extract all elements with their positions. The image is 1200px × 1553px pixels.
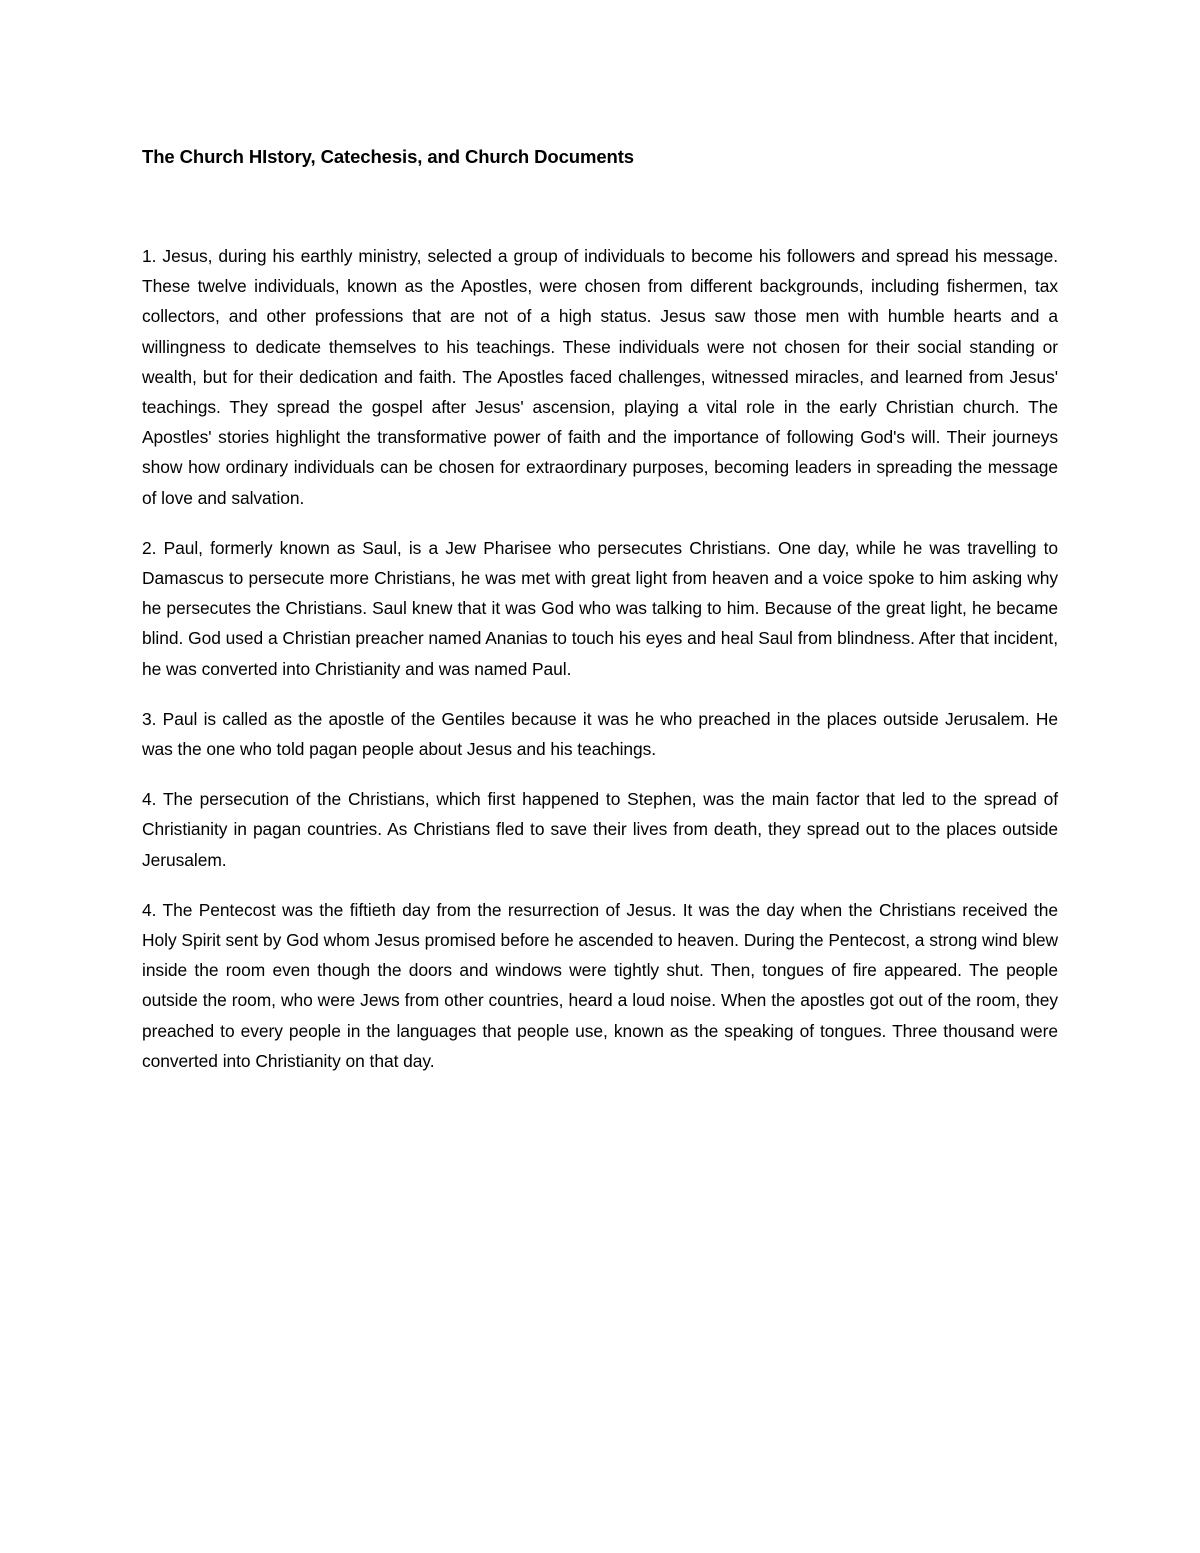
document-title: The Church HIstory, Catechesis, and Church Documents	[142, 146, 634, 167]
paragraph-4: 4. The persecution of the Christians, which first happened to Stephen, was the main factor that led to the spread of Christianity in pagan countries. As Christians fled to save their lives from death, they spread out to the places outside Jerusalem.	[142, 789, 1058, 870]
paragraph-5: 4. The Pentecost was the fiftieth day from the resurrection of Jesus. It was the day when the Christians received the Holy Spirit sent by God whom Jesus promised before he ascended to heaven. During the Pentecost, a strong wind blew inside the room even though the doors and windows were tightly shut. Then, tongues of fire appeared. The people outside the room, who were Jews from other countries, heard a loud noise. When the apostles got out of the room, they preached to every people in the languages that people use, known as the speaking of tongues. Three thousand were converted into Christianity on that day.	[142, 899, 1058, 1071]
document-body	[142, 241, 1058, 1096]
paragraph-1: 1. Jesus, during his earthly ministry, selected a group of individuals to become his followers and spread his message. These twelve individuals, known as the Apostles, were chosen from different backgrounds, including fishermen, tax collectors, and other professions that are not of a high status. Jesus saw those men with humble hearts and a willingness to dedicate themselves to his teachings. These individuals were not chosen for their social standing or wealth, but for their dedication and faith. The Apostles faced challenges, witnessed miracles, and learned from Jesus' teachings. They spread the gospel after Jesus' ascension, playing a vital role in the early Christian church. The Apostles' stories highlight the transformative power of faith and the importance of following God's will. Their journeys show how ordinary individuals can be chosen for extraordinary purposes, becoming leaders in spreading the message of love and salvation.	[142, 246, 1058, 508]
paragraph-2: 2. Paul, formerly known as Saul, is a Jew Pharisee who persecutes Christians. One day, while he was travelling to Damascus to persecute more Christians, he was met with great light from heaven and a voice spoke to him asking why he persecutes the Christians. Saul knew that it was God who was talking to him. Because of the great light, he became blind. God used a Christian preacher named Ananias to touch his eyes and heal Saul from blindness. After that incident, he was converted into Christianity and was named Paul.	[142, 537, 1058, 679]
paragraph-3: 3. Paul is called as the apostle of the Gentiles because it was he who preached in the places outside Jerusalem. He was the one who told pagan people about Jesus and his teachings.	[142, 708, 1058, 760]
